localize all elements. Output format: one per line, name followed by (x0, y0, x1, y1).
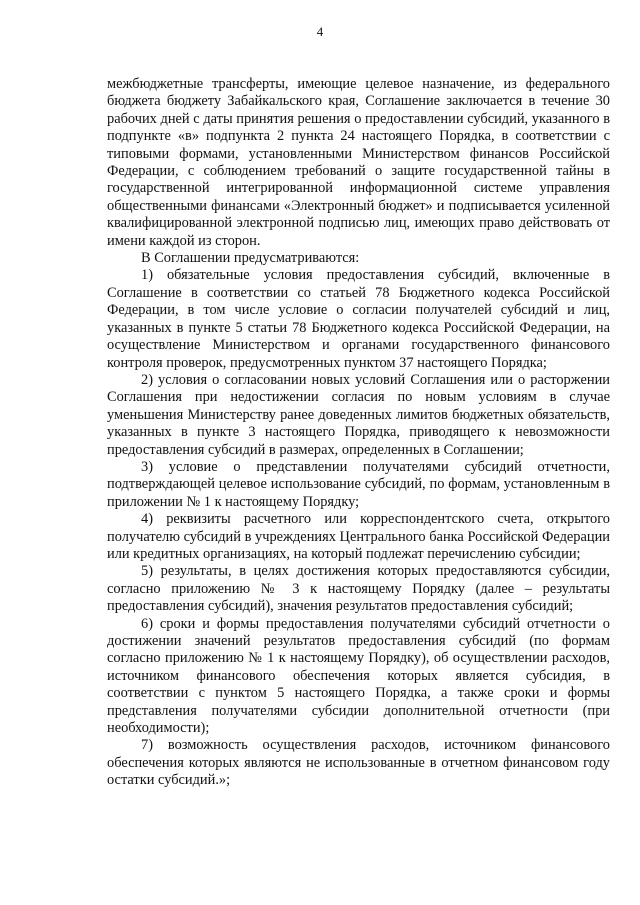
paragraph-continuation: межбюджетные трансферты, имеющие целевое назначение, из федерального бюджета бюджету Забайкальского края, Соглашение заключается в течение 30 рабочих дней с даты принятия решения о предоставлении субсидий, указанного в подпункте «в» подпункта 2 пункта 24 настоящего Порядка, в соответствии с типовыми формами, установленными Министерством финансов Российской Федерации, с соблюдением требований о защите государственной тайны в государственной интегрированной информационной системе управления общественными финансами «Электронный бюджет» и подписывается усиленной квалифицированной электронной подписью лиц, имеющих право действовать от имени каждой из сторон. (107, 76, 610, 249)
paragraph-item-7: 7) возможность осуществления расходов, источником финансового обеспечения которых являются не использованные в отчетном финансовом году остатки субсидий.»; (107, 737, 610, 789)
paragraph-item-2: 2) условия о согласовании новых условий Соглашения или о расторжении Соглашения при недостижении согласия по новым условиям в случае уменьшения Министерству ранее доведенных лимитов бюджетных обязательств, указанных в пункте 3 настоящего Порядка, приводящего к невозможности предоставления субсидий в размерах, определенных в Соглашении; (107, 371, 610, 458)
paragraph-item-6: 6) сроки и формы предоставления получателями субсидий отчетности о достижении значений результатов предоставления субсидий (по формам согласно приложению № 1 к настоящему Порядку), об осуществлении расходов, источником финансового обеспечения которых является субсидия, в соответствии с пунктом 5 настоящего Порядка, а также сроки и формы представления получателями субсидии дополнительной отчетности (при необходимости); (107, 615, 610, 737)
document-body (107, 76, 610, 790)
paragraph-item-3: 3) условие о представлении получателями субсидий отчетности, подтверждающей целевое использование субсидий, по формам, установленным в приложении № 1 к настоящему Порядку; (107, 458, 610, 510)
paragraph-item-5: 5) результаты, в целях достижения которых предоставляются субсидии, согласно приложению № 3 к настоящему Порядку (далее – результаты предоставления субсидий), значения результатов предоставления субсидий; (107, 563, 610, 615)
paragraph-item-1: 1) обязательные условия предоставления субсидий, включенные в Соглашение в соответствии со статьей 78 Бюджетного кодекса Российской Федерации, в том числе условие о согласии получателей субсидий и лиц, указанных в пункте 5 статьи 78 Бюджетного кодекса Российской Федерации, на осуществление Министерством и органами государственного финансового контроля проверок, предусмотренных пунктом 37 настоящего Порядка; (107, 267, 610, 371)
page-number: 4 (316, 24, 324, 39)
paragraph-agreement-provisions: В Соглашении предусматриваются: (141, 250, 360, 267)
paragraph-item-4: 4) реквизиты расчетного или корреспондентского счета, открытого получателю субсидий в учреждениях Центрального банка Российской Федерации или кредитных организациях, на который подлежат перечислению субсидии; (107, 511, 610, 562)
